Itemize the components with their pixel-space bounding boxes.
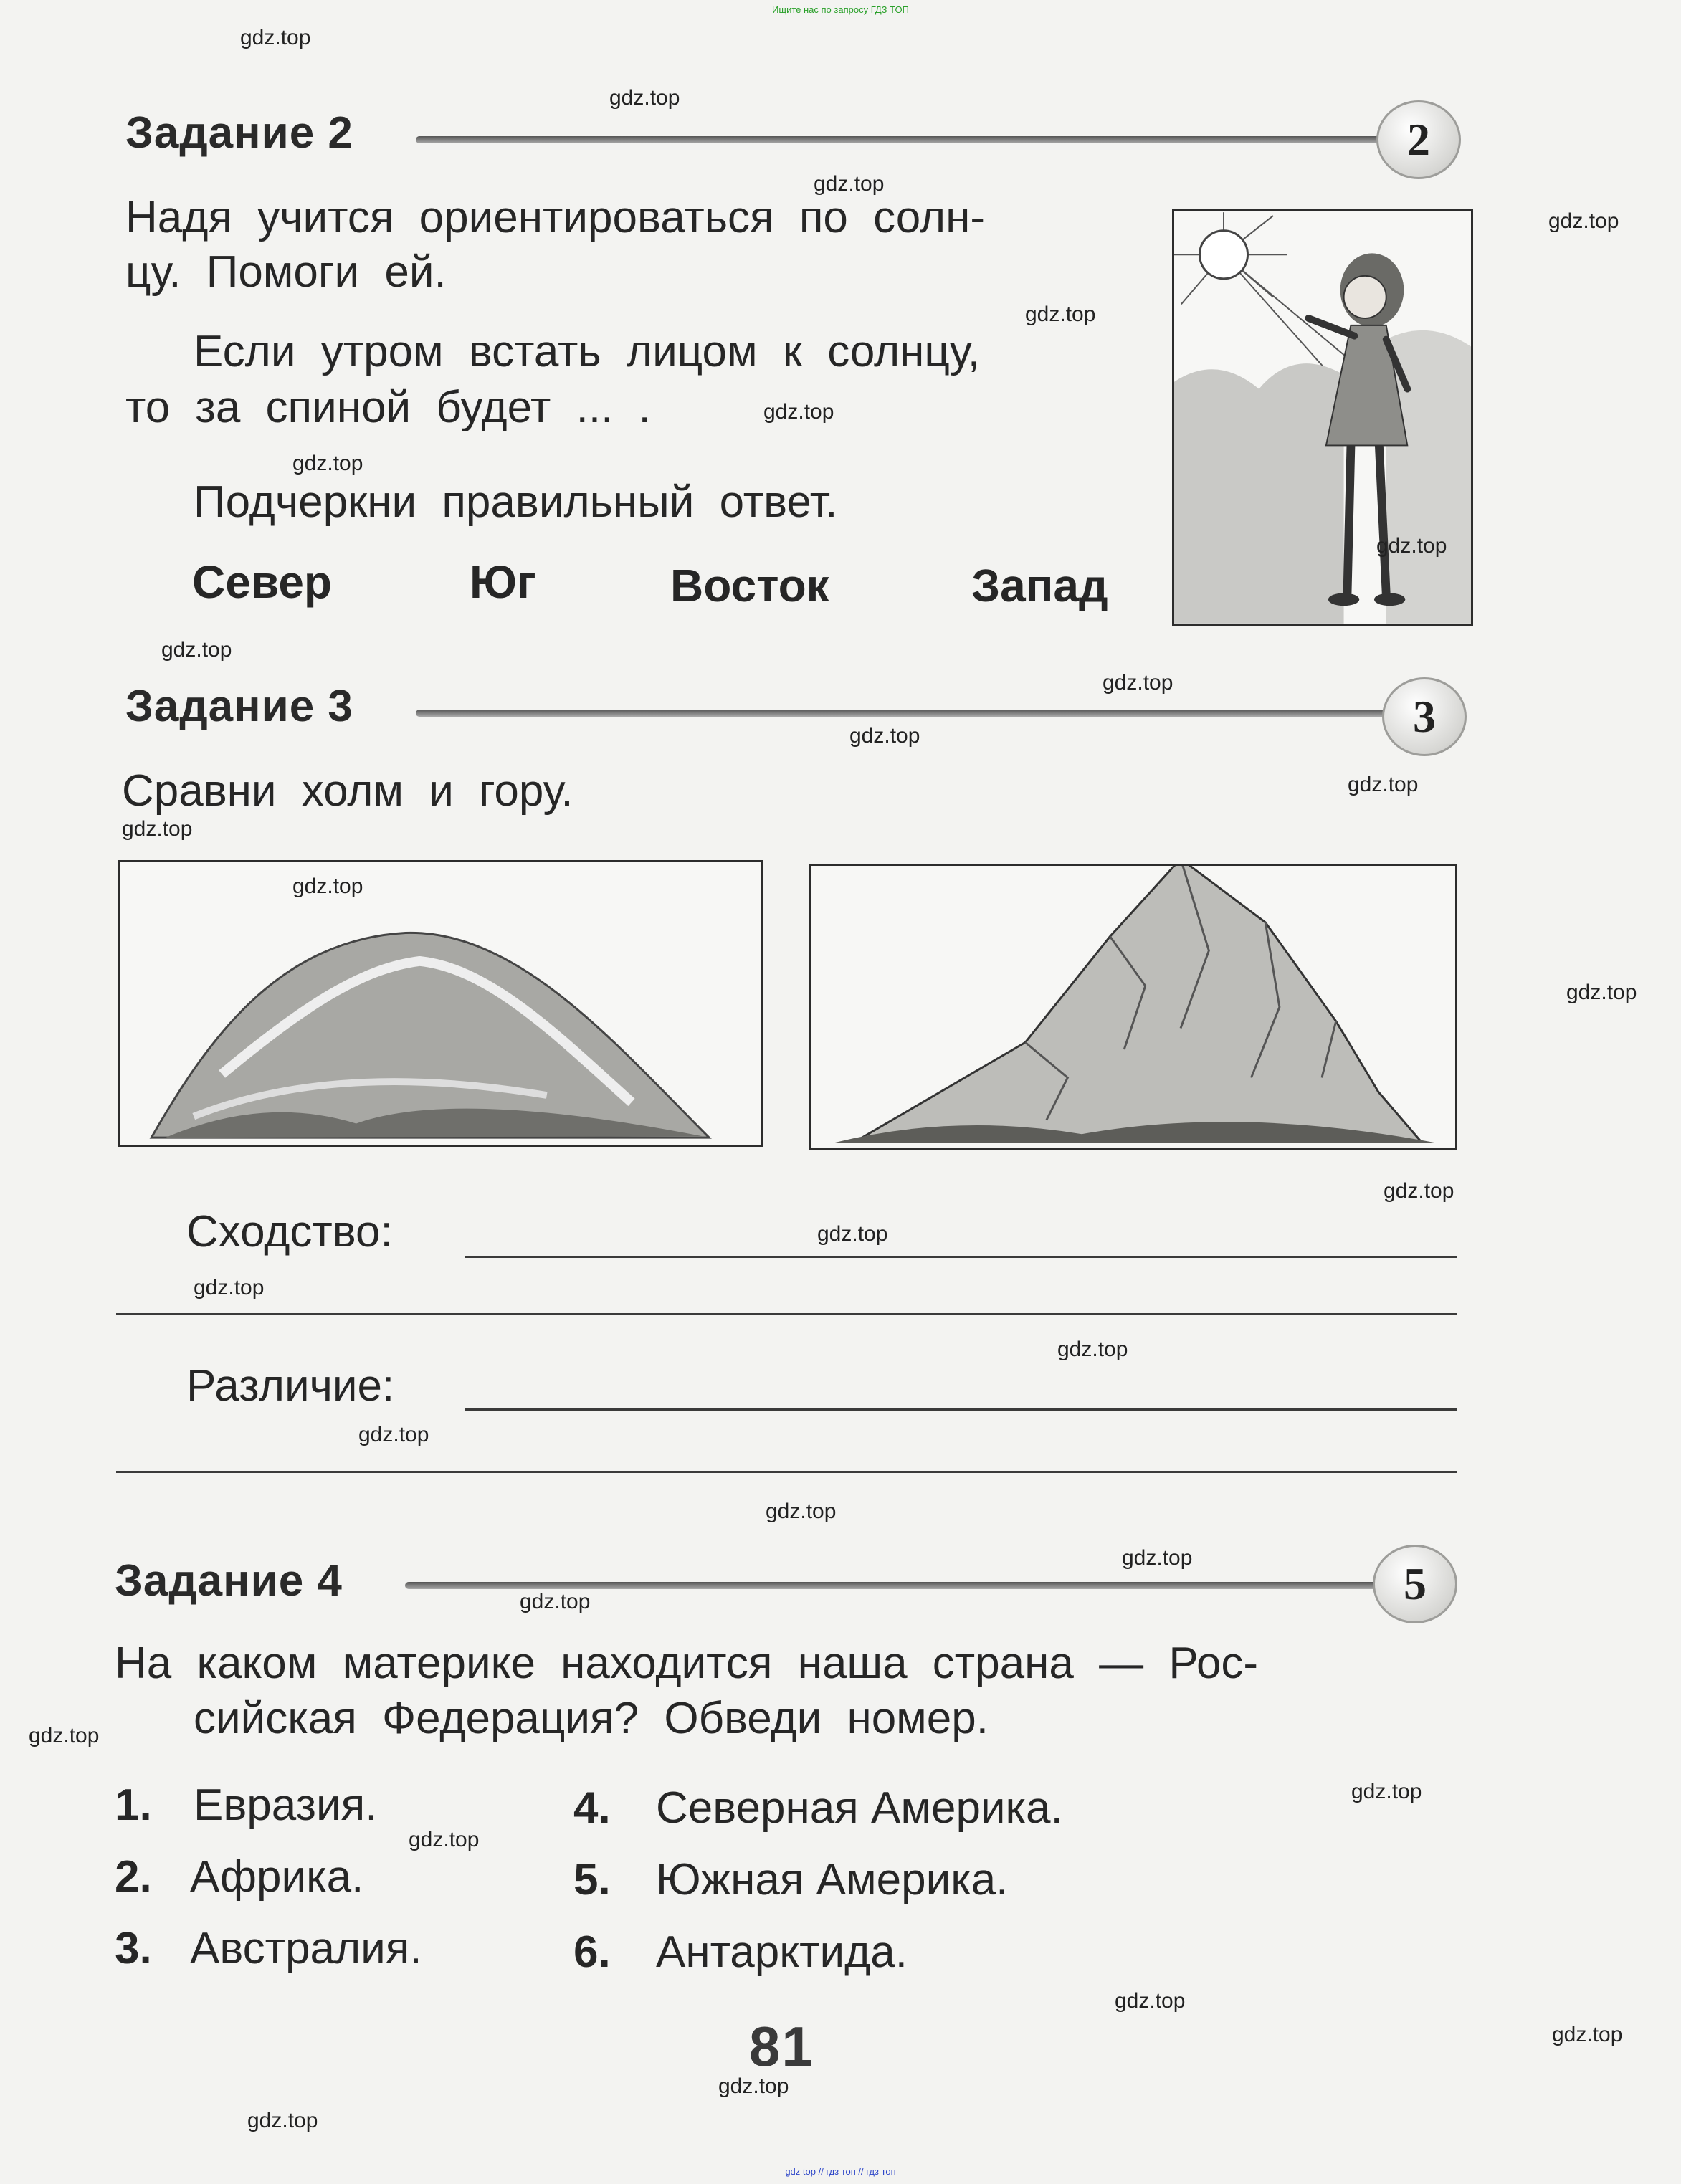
task3-badge: 3 — [1382, 677, 1467, 756]
watermark: gdz.top — [122, 817, 193, 841]
similarity-label: Сходство: — [186, 1207, 393, 1256]
watermark: gdz.top — [1103, 671, 1173, 695]
watermark: gdz.top — [766, 1499, 837, 1523]
option-num[interactable]: 2. — [115, 1852, 152, 1902]
task2-title: Задание 2 — [125, 108, 353, 158]
task2-text-line1: Надя учится ориентироваться по солн- — [125, 193, 985, 242]
watermark: gdz.top — [520, 1590, 591, 1613]
task2-text-line2: цу. Помоги ей. — [125, 247, 447, 297]
watermark: gdz.top — [1351, 1780, 1422, 1803]
mountain-illustration — [809, 864, 1457, 1150]
similarity-answer-line-1[interactable] — [465, 1256, 1457, 1258]
task2-text-line3: Если утром встать лицом к солнцу, — [194, 327, 980, 376]
watermark: gdz.top — [1384, 1179, 1454, 1203]
bottom-note: gdz top // гдз топ // гдз топ — [785, 2166, 896, 2177]
task2-text-line5: Подчеркни правильный ответ. — [194, 477, 838, 527]
option-text: Африка. — [190, 1852, 364, 1902]
watermark: gdz.top — [292, 874, 363, 898]
watermark: gdz.top — [247, 2109, 318, 2132]
watermark: gdz.top — [1376, 534, 1447, 558]
task2-badge: 2 — [1376, 100, 1461, 179]
watermark: gdz.top — [358, 1423, 429, 1446]
task4-badge: 5 — [1373, 1545, 1457, 1623]
task2-text-line4: то за спиной будет ... . — [125, 383, 651, 432]
watermark: gdz.top — [292, 452, 363, 475]
watermark: gdz.top — [817, 1222, 888, 1246]
difference-label: Различие: — [186, 1361, 395, 1411]
task4-title: Задание 4 — [115, 1556, 343, 1606]
task3-rule — [416, 710, 1405, 717]
watermark: gdz.top — [1122, 1546, 1193, 1570]
girl-sun-drawing — [1174, 211, 1471, 624]
difference-answer-line-1[interactable] — [465, 1408, 1457, 1411]
watermark: gdz.top — [1348, 773, 1419, 796]
watermark: gdz.top — [240, 26, 311, 49]
mountain-drawing — [811, 866, 1455, 1148]
answer-east[interactable]: Восток — [670, 560, 829, 611]
girl-sun-illustration — [1172, 209, 1473, 626]
option-text: Евразия. — [194, 1780, 378, 1830]
answer-north[interactable]: Север — [192, 556, 332, 608]
option-num[interactable]: 1. — [115, 1780, 152, 1830]
similarity-answer-line-2[interactable] — [116, 1313, 1457, 1315]
option-num[interactable]: 3. — [115, 1924, 152, 1973]
watermark: gdz.top — [609, 86, 680, 110]
option-text: Австралия. — [190, 1924, 422, 1973]
option-text: Антарктида. — [656, 1927, 908, 1977]
task3-title: Задание 3 — [125, 682, 353, 731]
option-num[interactable]: 4. — [573, 1783, 611, 1833]
task2-rule — [416, 136, 1405, 143]
task4-text-line1: На каком материке находится наша страна — Рос- — [115, 1639, 1259, 1688]
watermark: gdz.top — [1552, 2023, 1623, 2046]
watermark: gdz.top — [1115, 1989, 1186, 2013]
watermark: gdz.top — [814, 172, 885, 196]
watermark: gdz.top — [1025, 302, 1096, 326]
option-text: Южная Америка. — [656, 1855, 1009, 1904]
task4-text-line2: сийская Федерация? Обведи номер. — [194, 1694, 989, 1743]
top-note: Ищите нас по запросу ГДЗ ТОП — [772, 4, 909, 15]
watermark: gdz.top — [1548, 209, 1619, 233]
answer-south[interactable]: Юг — [470, 556, 536, 608]
hill-illustration — [118, 860, 763, 1147]
page-number: 81 — [749, 2015, 814, 2078]
watermark: gdz.top — [1566, 981, 1637, 1004]
watermark: gdz.top — [718, 2074, 789, 2098]
task4-rule — [405, 1582, 1380, 1589]
watermark: gdz.top — [763, 400, 834, 424]
option-num[interactable]: 5. — [573, 1855, 611, 1904]
watermark: gdz.top — [1057, 1337, 1128, 1361]
option-num[interactable]: 6. — [573, 1927, 611, 1977]
difference-answer-line-2[interactable] — [116, 1471, 1457, 1473]
hill-drawing — [120, 862, 761, 1145]
watermark: gdz.top — [849, 724, 920, 748]
task3-text-line1: Сравни холм и гору. — [122, 766, 573, 816]
option-text: Северная Америка. — [656, 1783, 1063, 1833]
watermark: gdz.top — [161, 638, 232, 662]
watermark: gdz.top — [409, 1828, 480, 1851]
answer-west[interactable]: Запад — [971, 560, 1108, 611]
watermark: gdz.top — [194, 1276, 265, 1300]
watermark: gdz.top — [29, 1724, 100, 1747]
